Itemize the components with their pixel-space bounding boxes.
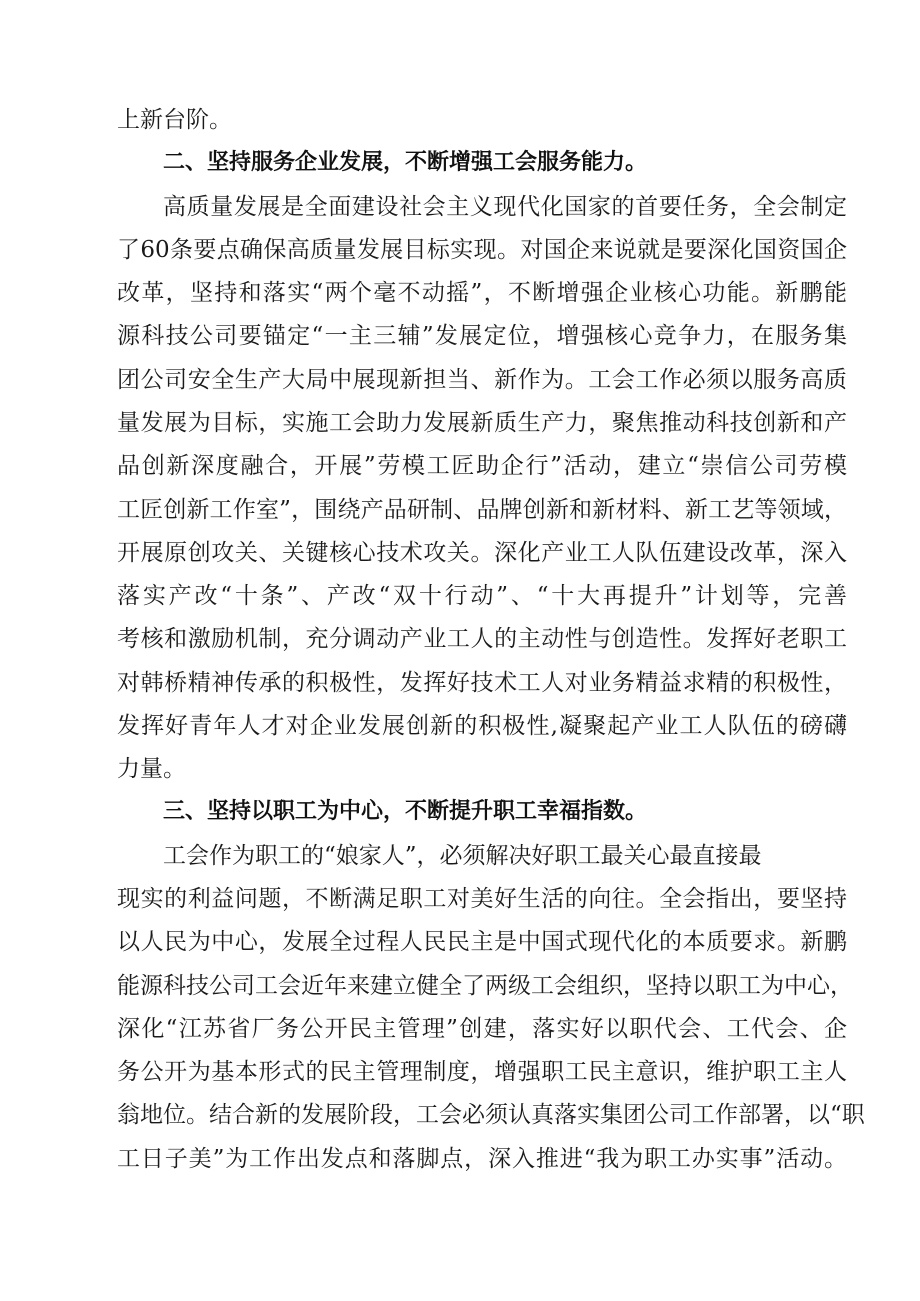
paragraph-line: 发挥好青年人才对企业发展创新的积极性,凝聚起产业工人队伍的磅礴 xyxy=(117,713,847,739)
section-heading-2: 二、坚持服务企业发展，不断增强工会服务能力。 xyxy=(163,150,648,175)
paragraph-line: 对韩桥精神传承的积极性，发挥好技术工人对业务精益求精的积极性， xyxy=(117,670,847,696)
paragraph-line: 高质量发展是全面建设社会主义现代化国家的首要任务，全会制定 xyxy=(163,194,847,220)
paragraph-line: 落实产改“十条”、产改“双十行动”、“十大再提升”计划等，完善 xyxy=(117,583,847,609)
paragraph-line: 务公开为基本形式的民主管理制度，增强职工民主意识，维护职工主人 xyxy=(117,1059,847,1085)
paragraph-line: 上新台阶。 xyxy=(117,107,232,133)
paragraph-line: 源科技公司要锚定“一主三辅”发展定位，增强核心竞争力，在服务集 xyxy=(117,323,847,349)
paragraph-line: 改革，坚持和落实“两个毫不动摇”，不断增强企业核心功能。新鹏能 xyxy=(117,280,847,306)
paragraph-line: 品创新深度融合，开展”劳模工匠助企行”活动，建立“崇信公司劳模 xyxy=(117,453,847,479)
paragraph-line: 工匠创新工作室”，围绕产品研制、品牌创新和新材料、新工艺等领域， xyxy=(117,497,847,523)
paragraph-line: 工日子美”为工作出发点和落脚点，深入推进“我为职工办实事”活动。 xyxy=(117,1146,847,1172)
paragraph-line: 团公司安全生产大局中展现新担当、新作为。工会工作必须以服务高质 xyxy=(117,367,847,393)
paragraph-line: 力量。 xyxy=(117,756,186,782)
paragraph-line: 考核和激励机制，充分调动产业工人的主动性与创造性。发挥好老职工 xyxy=(117,626,847,652)
paragraph-line: 了60条要点确保高质量发展目标实现。对国企来说就是要深化国资国企 xyxy=(117,237,847,263)
paragraph-line: 工会作为职工的“娘家人”，必须解决好职工最关心最直接最 xyxy=(163,843,762,869)
paragraph-line: 开展原创攻关、关键核心技术攻关。深化产业工人队伍建设改革，深入 xyxy=(117,540,847,566)
paragraph-line: 翁地位。结合新的发展阶段，工会必须认真落实集团公司工作部署，以“职 xyxy=(117,1102,865,1128)
paragraph-line: 以人民为中心，发展全过程人民民主是中国式现代化的本质要求。新鹏 xyxy=(117,929,847,955)
paragraph-line: 能源科技公司工会近年来建立健全了两级工会组织，坚持以职工为中心， xyxy=(117,973,853,999)
section-heading-3: 三、坚持以职工为中心，不断提升职工幸福指数。 xyxy=(163,799,648,824)
paragraph-line: 量发展为目标，实施工会助力发展新质生产力，聚焦推动科技创新和产 xyxy=(117,410,847,436)
paragraph-line: 现实的利益问题，不断满足职工对美好生活的向往。全会指出，要坚持 xyxy=(117,886,847,912)
paragraph-line: 深化“江苏省厂务公开民主管理”创建，落实好以职代会、工代会、企 xyxy=(117,1016,847,1042)
